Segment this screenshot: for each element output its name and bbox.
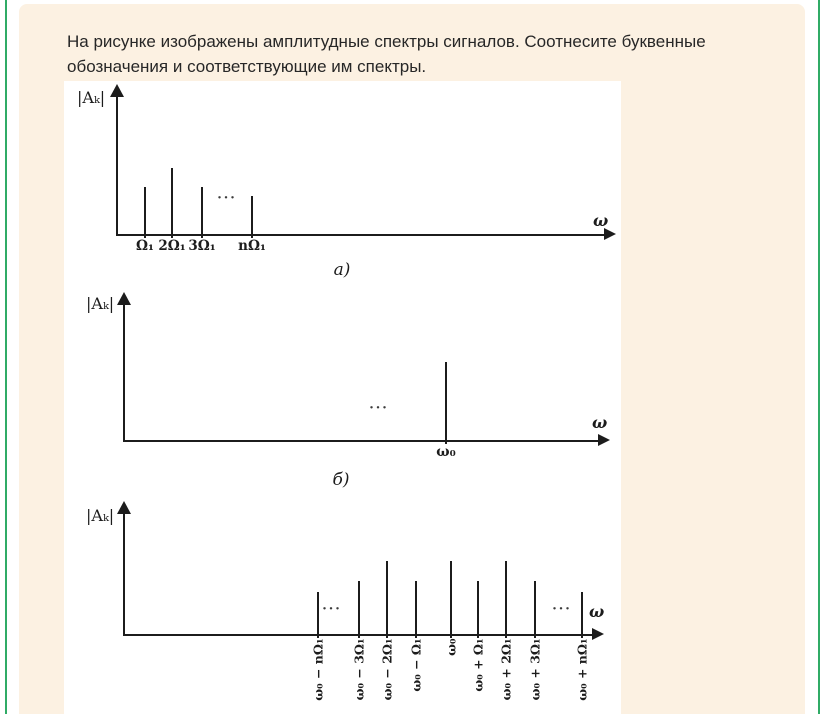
chart-v-x-axis-label: ω	[589, 602, 605, 621]
chart-a-tick-omega1: Ω₁	[136, 238, 154, 254]
chart-a-tick-3omega1: 3Ω₁	[188, 238, 216, 254]
chart-v-ellipsis-right: ···	[552, 602, 572, 617]
chart-a-caption: а)	[333, 260, 351, 280]
spectral-line	[581, 592, 583, 638]
chart-a-y-axis-label: |Aₖ|	[77, 88, 106, 107]
chart-v-tick-w0-plus-omega1: ω₀ + Ω₁	[470, 638, 486, 692]
chart-v-tick-w0-plus-3omega1: ω₀ + 3Ω₁	[527, 638, 543, 701]
chart-v-y-axis-label: |Aₖ|	[86, 506, 115, 525]
chart-a-tick-2omega1: 2Ω₁	[158, 238, 186, 254]
chart-v-tick-w0-minus-nomega1: ω₀ − nΩ₁	[310, 638, 326, 701]
spectral-line	[317, 592, 319, 638]
spectral-line	[534, 581, 536, 638]
spectral-line	[477, 581, 479, 638]
spectral-line	[505, 561, 507, 638]
chart-b-y-axis-label: |Aₖ|	[86, 294, 115, 313]
chart-b-x-axis-label: ω	[592, 413, 608, 432]
chart-v-y-axis	[123, 512, 125, 635]
left-green-rule	[5, 0, 7, 714]
spectra-figure	[64, 81, 621, 714]
chart-b-caption: б)	[332, 470, 350, 490]
chart-v-tick-w0-minus-3omega1: ω₀ − 3Ω₁	[351, 638, 367, 701]
question-text: На рисунке изображены амплитудные спектры сигналов. Соотнесите буквенные обозначения и соответствующие им спектры.	[67, 32, 706, 76]
chart-a-x-axis-label: ω	[593, 211, 609, 230]
chart-v-ellipsis-left: ···	[322, 602, 342, 617]
chart-a-ellipsis: ···	[217, 191, 237, 206]
spectral-line	[450, 561, 452, 638]
chart-b-ellipsis: ···	[369, 401, 389, 416]
spectral-line	[358, 581, 360, 638]
chart-v-x-axis-arrow-icon	[592, 628, 604, 640]
chart-v-tick-w0-plus-nomega1: ω₀ + nΩ₁	[574, 638, 590, 701]
chart-v-tick-w0-minus-2omega1: ω₀ − 2Ω₁	[379, 638, 395, 701]
spectral-line	[386, 561, 388, 638]
chart-v	[64, 81, 621, 714]
chart-v-tick-w0: ω₀	[443, 638, 459, 656]
chart-b-tick-omega0: ω₀	[436, 444, 456, 460]
chart-v-tick-w0-minus-omega1: ω₀ − Ω₁	[408, 638, 424, 692]
chart-a-tick-nomega1: nΩ₁	[238, 238, 266, 254]
question-card	[19, 4, 805, 714]
spectral-line	[415, 581, 417, 638]
right-green-rule	[818, 0, 820, 714]
chart-v-tick-w0-plus-2omega1: ω₀ + 2Ω₁	[498, 638, 514, 701]
